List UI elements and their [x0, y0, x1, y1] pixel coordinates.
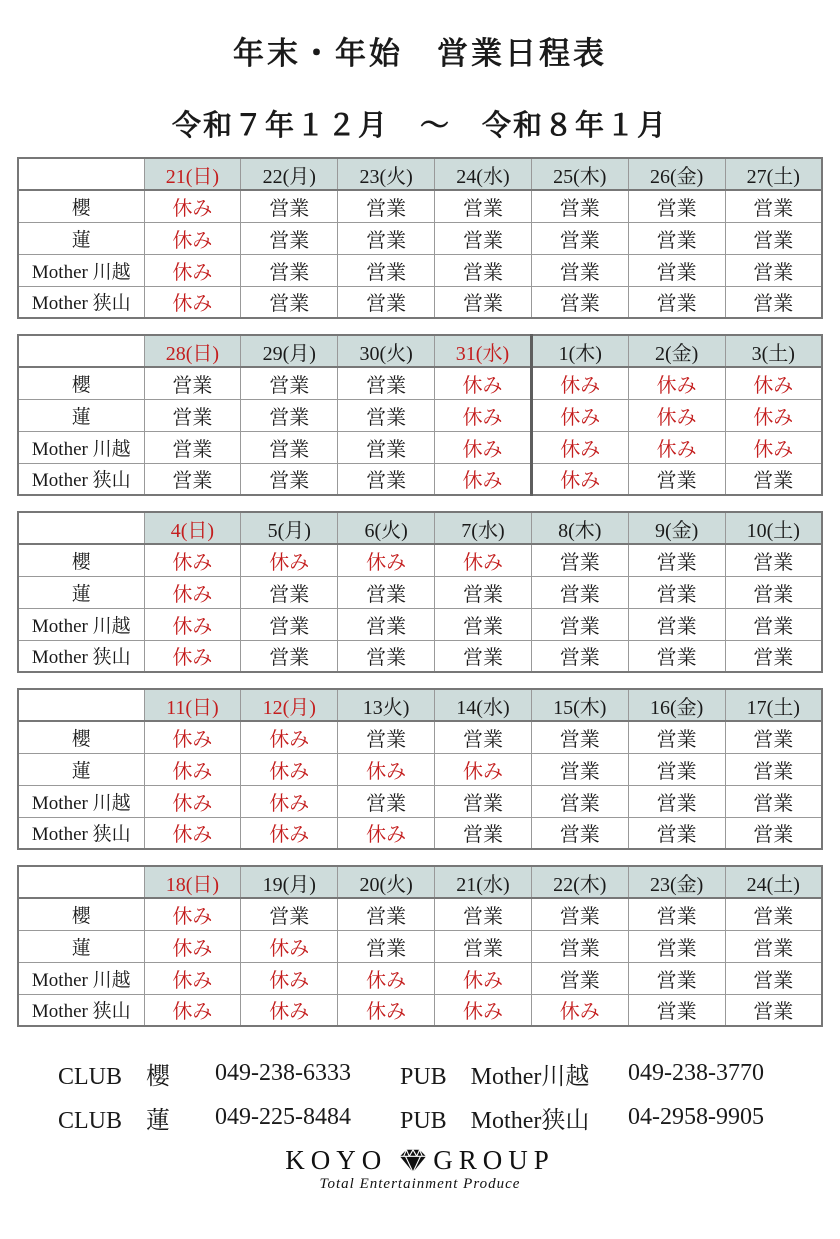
status-cell: 営業	[241, 431, 338, 463]
day-header-row	[18, 689, 822, 721]
venue-row	[18, 753, 822, 785]
status-cell: 営業	[725, 962, 822, 994]
day-header-cell: 8(木)	[531, 512, 628, 544]
venue-cell: Mother 川越	[18, 962, 144, 994]
venue-cell: Mother 狭山	[18, 817, 144, 849]
status-cell: 休み	[144, 286, 241, 318]
venue-row	[18, 930, 822, 962]
status-cell: 休み	[144, 962, 241, 994]
day-header-cell: 5(月)	[241, 512, 338, 544]
status-cell: 営業	[435, 898, 532, 930]
venue-cell: Mother 狭山	[18, 463, 144, 495]
venue-row	[18, 898, 822, 930]
status-cell: 休み	[144, 930, 241, 962]
venue-cell: 蓮	[18, 576, 144, 608]
venue-row	[18, 463, 822, 495]
day-header-cell: 2(金)	[628, 335, 725, 367]
status-cell: 営業	[531, 898, 628, 930]
status-cell: 営業	[531, 576, 628, 608]
status-cell: 休み	[144, 544, 241, 576]
day-header-cell: 13火)	[338, 689, 435, 721]
day-header-cell: 30(火)	[338, 335, 435, 367]
status-cell: 営業	[144, 463, 241, 495]
venue-row	[18, 785, 822, 817]
status-cell: 営業	[435, 576, 532, 608]
status-cell: 営業	[725, 254, 822, 286]
venue-row	[18, 286, 822, 318]
venue-row	[18, 994, 822, 1026]
venue-cell: 櫻	[18, 544, 144, 576]
venue-row	[18, 222, 822, 254]
status-cell: 営業	[725, 994, 822, 1026]
status-cell: 営業	[338, 254, 435, 286]
venue-row	[18, 399, 822, 431]
day-header-cell: 28(日)	[144, 335, 241, 367]
status-cell: 休み	[241, 785, 338, 817]
day-header-cell: 31(水)	[435, 335, 532, 367]
status-cell: 営業	[531, 721, 628, 753]
day-header-cell: 11(日)	[144, 689, 241, 721]
status-cell: 休み	[435, 994, 532, 1026]
logo-tagline: Total Entertainment Produce	[319, 1176, 521, 1192]
status-cell: 休み	[144, 190, 241, 222]
venue-cell: 櫻	[18, 898, 144, 930]
venue-cell: 櫻	[18, 190, 144, 222]
status-cell: 休み	[241, 753, 338, 785]
status-cell: 営業	[435, 930, 532, 962]
status-cell: 営業	[241, 576, 338, 608]
status-cell: 営業	[531, 286, 628, 318]
pub-mother-kawagoe-phone: 049-238-3770	[628, 1059, 764, 1086]
club-sakura-phone: 049-238-6333	[215, 1059, 351, 1086]
status-cell: 営業	[338, 463, 435, 495]
status-cell: 休み	[241, 721, 338, 753]
status-cell: 休み	[725, 431, 822, 463]
venue-cell: 櫻	[18, 721, 144, 753]
day-header-cell: 10(土)	[725, 512, 822, 544]
status-cell: 営業	[725, 463, 822, 495]
venue-cell: Mother 狭山	[18, 994, 144, 1026]
status-cell: 営業	[628, 930, 725, 962]
logo-wordmark	[0, 1145, 840, 1176]
week-table-2	[17, 334, 823, 496]
status-cell: 休み	[241, 930, 338, 962]
status-cell: 営業	[725, 817, 822, 849]
status-cell: 休み	[338, 753, 435, 785]
day-header-cell: 23(火)	[338, 158, 435, 190]
corner-cell	[18, 335, 144, 367]
day-header-cell: 7(水)	[435, 512, 532, 544]
status-cell: 営業	[725, 785, 822, 817]
day-header-cell: 22(月)	[241, 158, 338, 190]
logo-text-group: GROUP	[433, 1145, 555, 1175]
status-cell: 営業	[725, 190, 822, 222]
status-cell: 営業	[725, 640, 822, 672]
week-table-1	[17, 157, 823, 319]
status-cell: 営業	[435, 190, 532, 222]
status-cell: 休み	[435, 463, 532, 495]
pub-mother-sayama-phone: 04-2958-9905	[628, 1103, 764, 1130]
venue-row	[18, 962, 822, 994]
club-ren-phone: 049-225-8484	[215, 1103, 351, 1130]
status-cell: 営業	[241, 286, 338, 318]
status-cell: 営業	[628, 785, 725, 817]
status-cell: 営業	[241, 190, 338, 222]
status-cell: 営業	[435, 254, 532, 286]
status-cell: 営業	[338, 721, 435, 753]
status-cell: 休み	[241, 994, 338, 1026]
status-cell: 営業	[435, 608, 532, 640]
status-cell: 営業	[628, 640, 725, 672]
status-cell: 休み	[144, 817, 241, 849]
status-cell: 営業	[725, 898, 822, 930]
status-cell: 営業	[338, 222, 435, 254]
status-cell: 営業	[435, 817, 532, 849]
day-header-cell: 24(水)	[435, 158, 532, 190]
status-cell: 休み	[435, 367, 532, 399]
status-cell: 営業	[531, 544, 628, 576]
week-table-3	[17, 511, 823, 673]
koyo-group-logo	[0, 1145, 840, 1193]
status-cell: 営業	[628, 286, 725, 318]
status-cell: 営業	[531, 753, 628, 785]
status-cell: 営業	[435, 640, 532, 672]
venue-row	[18, 544, 822, 576]
status-cell: 営業	[531, 222, 628, 254]
contact-line-2	[0, 1095, 840, 1139]
status-cell: 休み	[435, 431, 532, 463]
status-cell: 営業	[338, 898, 435, 930]
status-cell: 営業	[338, 785, 435, 817]
venue-row	[18, 721, 822, 753]
status-cell: 営業	[531, 254, 628, 286]
day-header-cell: 14(水)	[435, 689, 532, 721]
status-cell: 営業	[628, 962, 725, 994]
corner-cell	[18, 158, 144, 190]
status-cell: 休み	[144, 785, 241, 817]
status-cell: 休み	[144, 254, 241, 286]
status-cell: 休み	[531, 994, 628, 1026]
status-cell: 営業	[531, 785, 628, 817]
status-cell: 休み	[338, 962, 435, 994]
venue-row	[18, 640, 822, 672]
status-cell: 営業	[628, 222, 725, 254]
day-header-cell: 15(木)	[531, 689, 628, 721]
day-header-cell: 3(土)	[725, 335, 822, 367]
status-cell: 営業	[628, 721, 725, 753]
venue-cell: 櫻	[18, 367, 144, 399]
venue-cell: Mother 川越	[18, 785, 144, 817]
status-cell: 休み	[241, 817, 338, 849]
gem-icon	[396, 1147, 430, 1175]
corner-cell	[18, 512, 144, 544]
status-cell: 営業	[531, 640, 628, 672]
day-header-cell: 4(日)	[144, 512, 241, 544]
status-cell: 休み	[144, 222, 241, 254]
page-subtitle: 令和７年１２月 ～ 令和８年１月	[171, 110, 668, 142]
venue-cell: Mother 狭山	[18, 286, 144, 318]
day-header-cell: 26(金)	[628, 158, 725, 190]
status-cell: 休み	[531, 431, 628, 463]
status-cell: 営業	[338, 608, 435, 640]
day-header-cell: 29(月)	[241, 335, 338, 367]
venue-cell: Mother 川越	[18, 254, 144, 286]
status-cell: 営業	[338, 576, 435, 608]
status-cell: 休み	[144, 898, 241, 930]
venue-cell: 蓮	[18, 930, 144, 962]
status-cell: 営業	[338, 930, 435, 962]
day-header-cell: 9(金)	[628, 512, 725, 544]
venue-cell: Mother 川越	[18, 608, 144, 640]
status-cell: 営業	[628, 608, 725, 640]
logo-text-koyo: KOYO	[285, 1145, 388, 1175]
day-header-cell: 16(金)	[628, 689, 725, 721]
status-cell: 休み	[435, 962, 532, 994]
day-header-cell: 6(火)	[338, 512, 435, 544]
status-cell: 休み	[338, 994, 435, 1026]
day-header-cell: 25(木)	[531, 158, 628, 190]
status-cell: 営業	[338, 190, 435, 222]
pub-mother-kawagoe-label: PUB Mother川越	[400, 1063, 590, 1090]
club-ren-label: CLUB 蓮	[58, 1107, 171, 1134]
status-cell: 休み	[435, 753, 532, 785]
venue-cell: 蓮	[18, 753, 144, 785]
status-cell: 休み	[338, 817, 435, 849]
venue-cell: 蓮	[18, 399, 144, 431]
status-cell: 営業	[725, 608, 822, 640]
day-header-cell: 17(土)	[725, 689, 822, 721]
status-cell: 営業	[628, 994, 725, 1026]
status-cell: 休み	[628, 431, 725, 463]
corner-cell	[18, 689, 144, 721]
status-cell: 営業	[628, 753, 725, 785]
day-header-row	[18, 158, 822, 190]
status-cell: 休み	[628, 399, 725, 431]
status-cell: 営業	[725, 544, 822, 576]
status-cell: 営業	[435, 222, 532, 254]
status-cell: 営業	[435, 721, 532, 753]
corner-cell	[18, 866, 144, 898]
status-cell: 営業	[338, 286, 435, 318]
venue-row	[18, 190, 822, 222]
day-header-cell: 21(日)	[144, 158, 241, 190]
status-cell: 営業	[628, 898, 725, 930]
day-header-cell: 22(木)	[531, 866, 628, 898]
status-cell: 休み	[144, 721, 241, 753]
day-header-cell: 23(金)	[628, 866, 725, 898]
week-table-4	[17, 688, 823, 850]
status-cell: 営業	[241, 898, 338, 930]
day-header-cell: 12(月)	[241, 689, 338, 721]
contact-line-1	[0, 1051, 840, 1095]
day-header-cell: 21(水)	[435, 866, 532, 898]
status-cell: 休み	[144, 753, 241, 785]
status-cell: 営業	[725, 286, 822, 318]
status-cell: 営業	[628, 544, 725, 576]
status-cell: 営業	[725, 930, 822, 962]
status-cell: 営業	[531, 817, 628, 849]
schedule-tables	[0, 157, 840, 1027]
status-cell: 営業	[725, 576, 822, 608]
status-cell: 営業	[241, 222, 338, 254]
status-cell: 営業	[338, 367, 435, 399]
contact-section	[0, 1051, 840, 1139]
day-header-cell: 20(火)	[338, 866, 435, 898]
status-cell: 休み	[241, 544, 338, 576]
venue-row	[18, 608, 822, 640]
venue-row	[18, 431, 822, 463]
status-cell: 休み	[144, 608, 241, 640]
venue-cell: 蓮	[18, 222, 144, 254]
venue-row	[18, 576, 822, 608]
status-cell: 営業	[435, 286, 532, 318]
status-cell: 営業	[531, 608, 628, 640]
venue-row	[18, 817, 822, 849]
status-cell: 営業	[241, 399, 338, 431]
status-cell: 休み	[338, 544, 435, 576]
status-cell: 休み	[531, 367, 628, 399]
status-cell: 営業	[241, 640, 338, 672]
day-header-cell: 19(月)	[241, 866, 338, 898]
status-cell: 営業	[725, 222, 822, 254]
status-cell: 営業	[531, 190, 628, 222]
venue-row	[18, 367, 822, 399]
status-cell: 営業	[435, 785, 532, 817]
club-sakura-label: CLUB 櫻	[58, 1063, 171, 1090]
status-cell: 休み	[531, 399, 628, 431]
status-cell: 営業	[144, 431, 241, 463]
status-cell: 営業	[628, 463, 725, 495]
status-cell: 営業	[338, 640, 435, 672]
status-cell: 営業	[338, 399, 435, 431]
day-header-cell: 1(木)	[531, 335, 628, 367]
day-header-row	[18, 512, 822, 544]
status-cell: 営業	[628, 190, 725, 222]
day-header-row	[18, 335, 822, 367]
week-table-5	[17, 865, 823, 1027]
pub-mother-sayama-label: PUB Mother狭山	[400, 1107, 590, 1134]
venue-cell: Mother 川越	[18, 431, 144, 463]
status-cell: 休み	[628, 367, 725, 399]
status-cell: 休み	[725, 399, 822, 431]
status-cell: 営業	[241, 608, 338, 640]
status-cell: 営業	[628, 817, 725, 849]
status-cell: 休み	[725, 367, 822, 399]
day-header-row	[18, 866, 822, 898]
status-cell: 営業	[531, 930, 628, 962]
status-cell: 休み	[435, 399, 532, 431]
day-header-cell: 27(土)	[725, 158, 822, 190]
status-cell: 営業	[628, 576, 725, 608]
status-cell: 営業	[725, 721, 822, 753]
status-cell: 休み	[435, 544, 532, 576]
venue-row	[18, 254, 822, 286]
status-cell: 営業	[144, 367, 241, 399]
page-title: 年末・年始 営業日程表	[233, 36, 607, 71]
status-cell: 休み	[241, 962, 338, 994]
status-cell: 営業	[628, 254, 725, 286]
status-cell: 営業	[241, 367, 338, 399]
status-cell: 休み	[144, 994, 241, 1026]
day-header-cell: 24(土)	[725, 866, 822, 898]
status-cell: 休み	[144, 640, 241, 672]
status-cell: 営業	[338, 431, 435, 463]
day-header-cell: 18(日)	[144, 866, 241, 898]
status-cell: 休み	[531, 463, 628, 495]
status-cell: 営業	[241, 254, 338, 286]
status-cell: 営業	[725, 753, 822, 785]
venue-cell: Mother 狭山	[18, 640, 144, 672]
status-cell: 営業	[144, 399, 241, 431]
status-cell: 営業	[241, 463, 338, 495]
status-cell: 休み	[144, 576, 241, 608]
status-cell: 営業	[531, 962, 628, 994]
